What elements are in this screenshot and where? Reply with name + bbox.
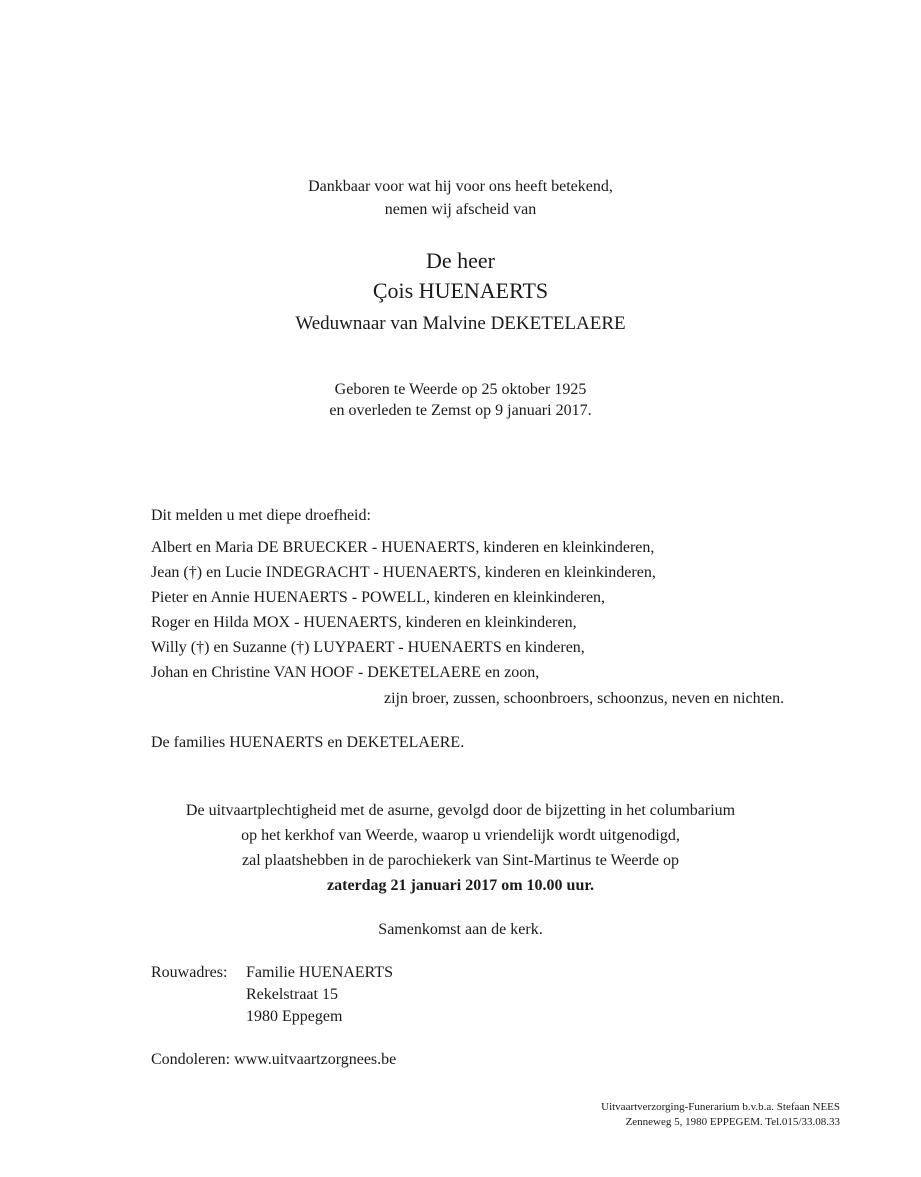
family-member: Jean (†) en Lucie INDEGRACHT - HUENAERTS, kinderen en kleinkinderen, — [151, 564, 656, 581]
deceased-title: De heer — [425, 248, 495, 273]
families-line: De families HUENAERTS en DEKETELAERE. — [151, 734, 465, 751]
family-member: Roger en Hilda MOX - HUENAERTS, kinderen en kleinkinderen, — [151, 614, 577, 631]
death-line: en overleden te Zemst op 9 januari 2017. — [329, 402, 592, 419]
family-heading: Dit melden u met diepe droefheid: — [151, 507, 371, 524]
family-member: Albert en Maria DE BRUECKER - HUENAERTS, kinderen en kleinkinderen, — [151, 539, 655, 556]
birth-line: Geboren te Weerde op 25 oktober 1925 — [334, 381, 587, 398]
ceremony-line-1: De uitvaartplechtigheid met de asurne, gevolgd door de bijzetting in het columbarium — [185, 802, 736, 819]
family-member: Willy (†) en Suzanne (†) LUYPAERT - HUENAERTS en kinderen, — [151, 639, 585, 656]
gathering-line: Samenkomst aan de kerk. — [378, 921, 543, 938]
condolences-line: Condoleren: www.uitvaartzorgnees.be — [151, 1051, 397, 1068]
siblings-line: zijn broer, zussen, schoonbroers, schoonzus, neven en nichten. — [384, 690, 785, 707]
deceased-name: Çois HUENAERTS — [372, 278, 549, 303]
ceremony-line-2: op het kerkhof van Weerde, waarop u vriendelijk wordt uitgenodigd, — [241, 827, 680, 844]
intro-line-1: Dankbaar voor wat hij voor ons heeft betekend, — [308, 178, 613, 195]
address-line: 1980 Eppegem — [246, 1008, 343, 1025]
deceased-spouse: Weduwnaar van Malvine DEKETELAERE — [295, 313, 626, 334]
footer-funerarium: Uitvaartverzorging-Funerarium b.v.b.a. Stefaan NEES — [601, 1101, 840, 1113]
intro-line-2: nemen wij afscheid van — [384, 201, 537, 218]
family-member: Johan en Christine VAN HOOF - DEKETELAERE en zoon, — [151, 664, 540, 681]
ceremony-line-3: zal plaatshebben in de parochiekerk van Sint-Martinus te Weerde op — [242, 852, 679, 869]
ceremony-datetime: zaterdag 21 januari 2017 om 10.00 uur. — [327, 877, 594, 894]
footer-address: Zenneweg 5, 1980 EPPEGEM. Tel.015/33.08.33 — [625, 1116, 840, 1128]
address-label: Rouwadres: — [151, 964, 228, 981]
family-member: Pieter en Annie HUENAERTS - POWELL, kinderen en kleinkinderen, — [151, 589, 606, 606]
address-line: Rekelstraat 15 — [246, 986, 338, 1003]
address-line: Familie HUENAERTS — [246, 964, 394, 981]
